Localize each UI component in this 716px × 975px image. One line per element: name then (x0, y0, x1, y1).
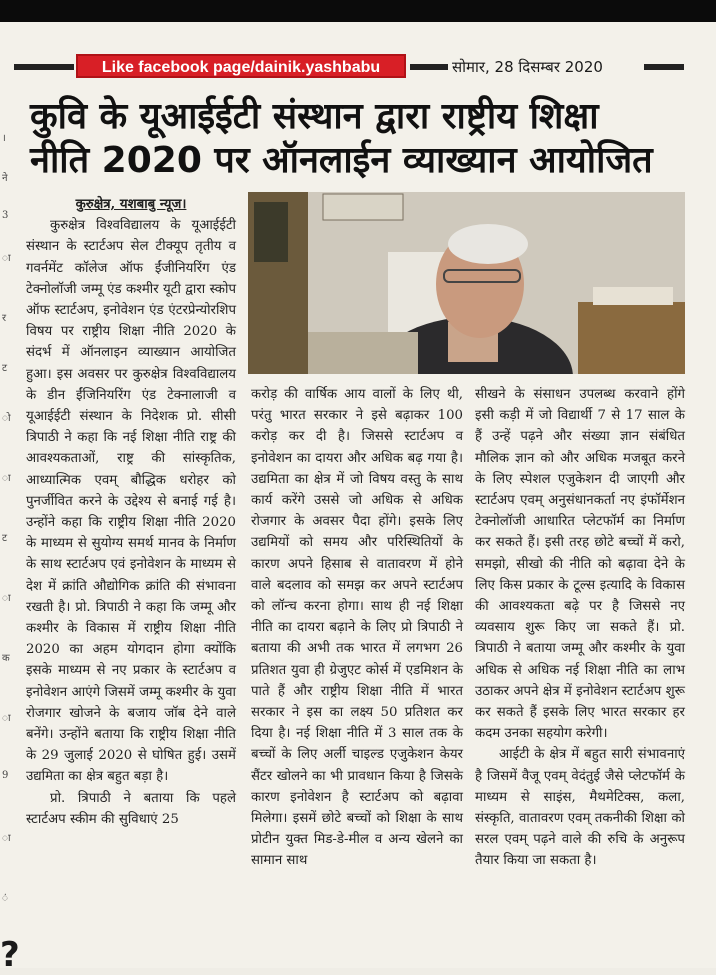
left-gutter-fragment: । ने 3 ा र ट ो ा ट ा क ा 9 ा ं (2, 133, 11, 904)
column-1-text: कुरुक्षेत्र विश्वविद्यालय के यूआईईटी संस्थान के स्टार्टअप सेल टीक्यूप तृतीय व गवर्नमेंट कॉलेज ऑफ ईंजीनियरिंग एंड टेक्नोलॉजी जम्मू एंड कश्मीर यूटी द्वारा स्कोप ऑफ स्टार्टअप, इनोवेशन एंड एंटरप्रेन्योरशिप विषय पर राष्ट्रीय शिक्षा नीति 2020 के संदर्भ में ऑनलाइन व्याख्यान आयोजित हुआ। इस अवसर पर कुरुक्षेत्र विश्वविद्यालय के डीन ईंजिनियरिंग एंड टेक्नालाजी व यूआईईटी संस्थान के निदेशक प्रो. सीसी त्रिपाठी ने कहा कि नई शिक्षा नीति राष्ट्र की आवश्यकताओं, राष्ट्र की सांस्कृतिक, आध्यात्मिक एवम् बौद्धिक धरोहर को पुनर्जीवित करने के उद्देश्य से बनाई गई है। उन्होंने कहा कि राष्ट्रीय शिक्षा नीति 2020 के माध्यम से सुयोग्य समर्थ मानव के निर्माण के साथ स्टार्टअप एवं इनोवेशन के माध्यम से देश में क्रांति औद्योगिक क्रांति की संभावना रखती है। प्रो. त्रिपाठी ने कहा कि जम्मू और कश्मीर के विकास में राष्ट्रीय शिक्षा नीति 2020 का अहम योगदान होगा क्योंकि इसके माध्यम से नए प्रकार के स्टार्टअप व इनोवेशन आएंगे जिसमें जम्मू कश्मीर के युवा रोजगार खोजने के बजाय जॉब देने वाले बनेंगे। उन्होंने बताया कि राष्ट्रीय शिक्षा नीति के 29 जुलाई 2020 से घोषित हुई। उसमें उद्यमिता का क्षेत्र बहुत बड़ा है। (26, 218, 236, 785)
issue-date: सोमार, 28 दिसम्बर 2020 (452, 58, 603, 76)
article-column-2 (251, 384, 463, 872)
speaker-photo-image (248, 192, 685, 374)
column-2-text: करोड़ की वार्षिक आय वालों के लिए थी, परंतु भारत सरकार ने इसे बढ़ाकर 100 करोड़ कर दी है। जिससे स्टार्टअप व इनोवेशन का दायरा और अधिक बढ़ गया है। उद्यमिता का क्षेत्र में जो विषय वस्तु के साथ कार्य करेंगे उससे जो अधिक से अधिक रोजगार के अवसर पैदा होंगे। इसके लिए उद्यमियों को समय और परिस्थितियों के कारण अपने हिसाब से वातावरण में होने वाले बदलाव को समझ कर अपने स्टार्टअप को लॉन्च करना होगा। साथ ही नई शिक्षा नीति का दायरा बढ़ाने के लिए प्रो त्रिपाठी ने बताया की अभी तक भारत में लगभग 26 प्रतिशत युवा ही ग्रेजुएट कोर्स में एडमिशन के पाते हैं और राष्ट्रीय शिक्षा नीति में भारत सरकार ने इस का लक्ष्य 50 प्रतिशत कर दिया है। नई शिक्षा नीति में 3 साल तक के बच्चों के लिए अर्ली चाइल्ड एजुकेशन केयर सैंटर खोलने का भी प्रावधान किया है जिसके कारण इनोवेशन है स्टार्टअप को बढ़ावा मिलेगा। इसमें छोटे बच्चों को शिक्षा के साथ प्रोटीन युक्त मिड-डे-मील व अन्य खेलने का सामान साथ (251, 387, 463, 869)
article-photo (248, 192, 685, 374)
column-3-text: सीखने के संसाधन उपलब्ध करवाने होंगे इसी कड़ी में जो विद्यार्थी 7 से 17 साल के हैं उन्हें पढ़ने और संख्या ज्ञान संबंधित मौलिक ज्ञान को और अधिक मजबूत करने के लिए स्पेशल एजुकेशन दी जाएगी और स्टार्टअप एवम् अनुसंधानकर्ता नए इंफॉर्मेशन टेक्नोलॉजी आधारित प्लेटफॉर्म का निर्माण कर सकते हैं। इसी तरह छोटे बच्चों में करो, समझो, सीखो की नीति को बढ़ावा देने के लिए किस प्रकार के टूल्स इत्यादि के विकास की आवश्यकता बढ़े पर है जिससे नए व्यवसाय शुरू किए जा सकते हैं। प्रो. त्रिपाठी ने बताया जम्मू और कश्मीर के युवा अधिक से अधिक नई शिक्षा नीति का लाभ उठाकर अपने क्षेत्र में इनोवेशन स्टार्टअप शुरू कर सकते हैं इसके लिए भारत सरकार हर कदम उनका सहयोग करेगी। (475, 387, 685, 742)
column-3-text-b: आईटी के क्षेत्र में बहुत सारी संभावनाएं है जिसमें वैजू एवम् वेदंतुई जैसे प्लेटफॉर्म के माध्यम से साइंस, मैथमेटिक्स, कला, संस्कृति, वातावरण एवम् तकनीकी शिक्षा को सरल एवम् पढ़ने वाले की रुचि के अनुरूप तैयार किया जा सकता है। (475, 747, 685, 869)
header-rule-right (644, 64, 684, 70)
left-fragment-glyph: ? (0, 935, 20, 975)
article-column-1 (26, 194, 236, 830)
headline-line-1: कुवि के यूआईईटी संस्थान द्वारा राष्ट्रीय शिक्षा (30, 96, 599, 137)
column-1-text-b: प्रो. त्रिपाठी ने बताया कि पहले स्टार्टअप स्कीम की सुविधाएं 25 (26, 790, 236, 827)
header-rule-left (14, 64, 74, 70)
byline: कुरुक्षेत्र, यशबाबु न्यूज। (75, 197, 187, 212)
header-rule-mid (410, 64, 448, 70)
top-black-bar (0, 0, 716, 22)
facebook-banner: Like facebook page/dainik.yashbabu (76, 54, 406, 78)
article-column-3 (475, 384, 685, 872)
headline-line-2: नीति 2020 पर ऑनलाईन व्याख्यान आयोजित (30, 140, 653, 181)
